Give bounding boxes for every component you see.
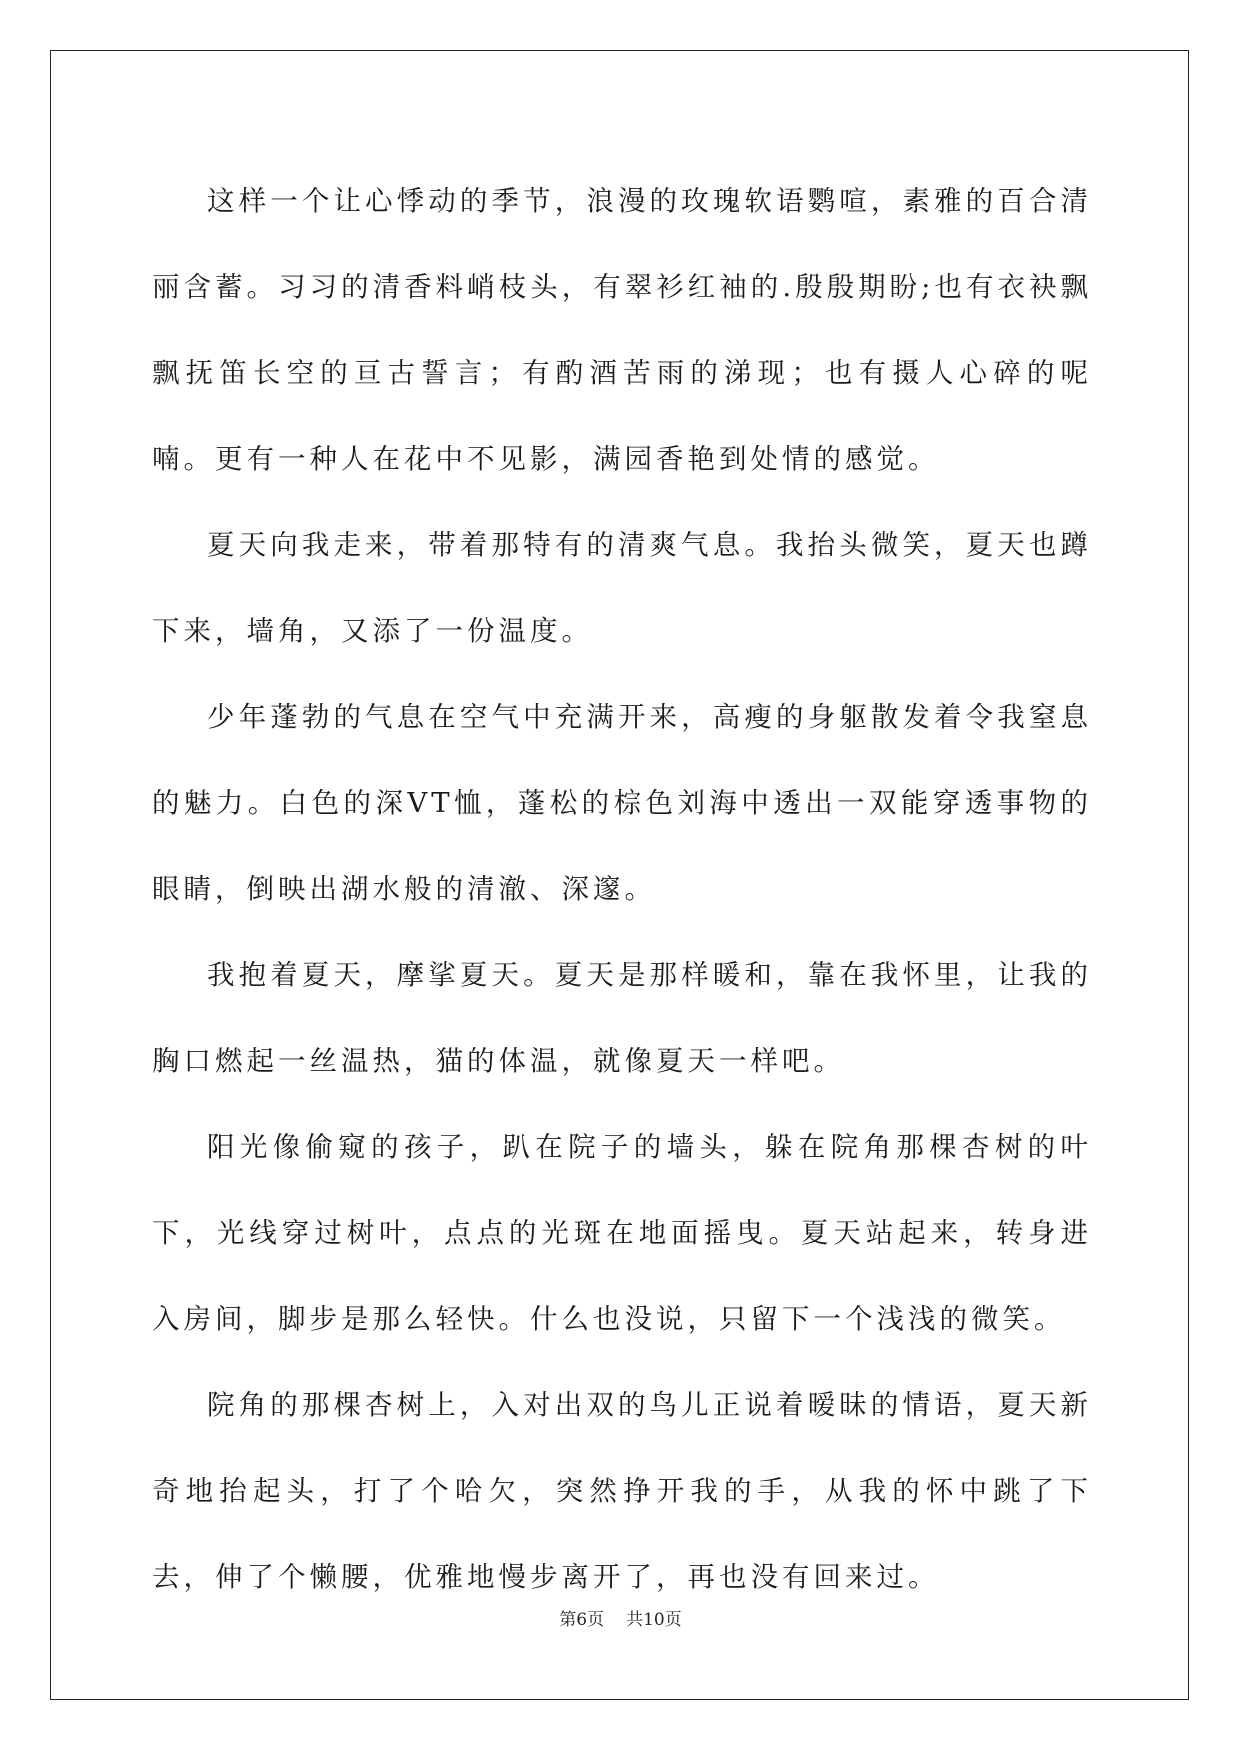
paragraph: 院角的那棵杏树上，入对出双的鸟儿正说着暧昧的情语，夏天新奇地抬起头，打了个哈欠，突然挣开我的手，从我的怀中跳了下去，伸了个懒腰，优雅地慢步离开了，再也没有回来过。: [152, 1389, 1092, 1593]
paragraph: 我抱着夏天，摩挲夏天。夏天是那样暖和，靠在我怀里，让我的胸口燃起一丝温热，猫的体温，就像夏天一样吧。: [152, 959, 1092, 1077]
paragraph: 少年蓬勃的气息在空气中充满开来，高瘦的身躯散发着令我窒息的魅力。白色的深VT恤，蓬松的棕色刘海中透出一双能穿透事物的眼睛，倒映出湖水般的清澈、深邃。: [152, 701, 1092, 905]
page-footer: [0, 1605, 1241, 1630]
page-number: 第6页: [559, 1610, 605, 1630]
document-body: [152, 158, 1092, 1620]
paragraph: 夏天向我走来，带着那特有的清爽气息。我抬头微笑，夏天也蹲下来，墙角，又添了一份温度。: [152, 529, 1092, 647]
page-total: 共10页: [626, 1610, 682, 1630]
paragraph: 这样一个让心悸动的季节，浪漫的玫瑰软语鹦喧，素雅的百合清丽含蓄。习习的清香料峭枝头，有翠衫红袖的.殷殷期盼;也有衣袂飘飘抚笛长空的亘古誓言；有酌酒苦雨的涕现；也有摄人心碎的呢喃。更有一种人在花中不见影，满园香艳到处情的感觉。: [152, 185, 1092, 475]
paragraph: 阳光像偷窥的孩子，趴在院子的墙头，躲在院角那棵杏树的叶下，光线穿过树叶，点点的光斑在地面摇曳。夏天站起来，转身进入房间，脚步是那么轻快。什么也没说，只留下一个浅浅的微笑。: [152, 1131, 1092, 1335]
